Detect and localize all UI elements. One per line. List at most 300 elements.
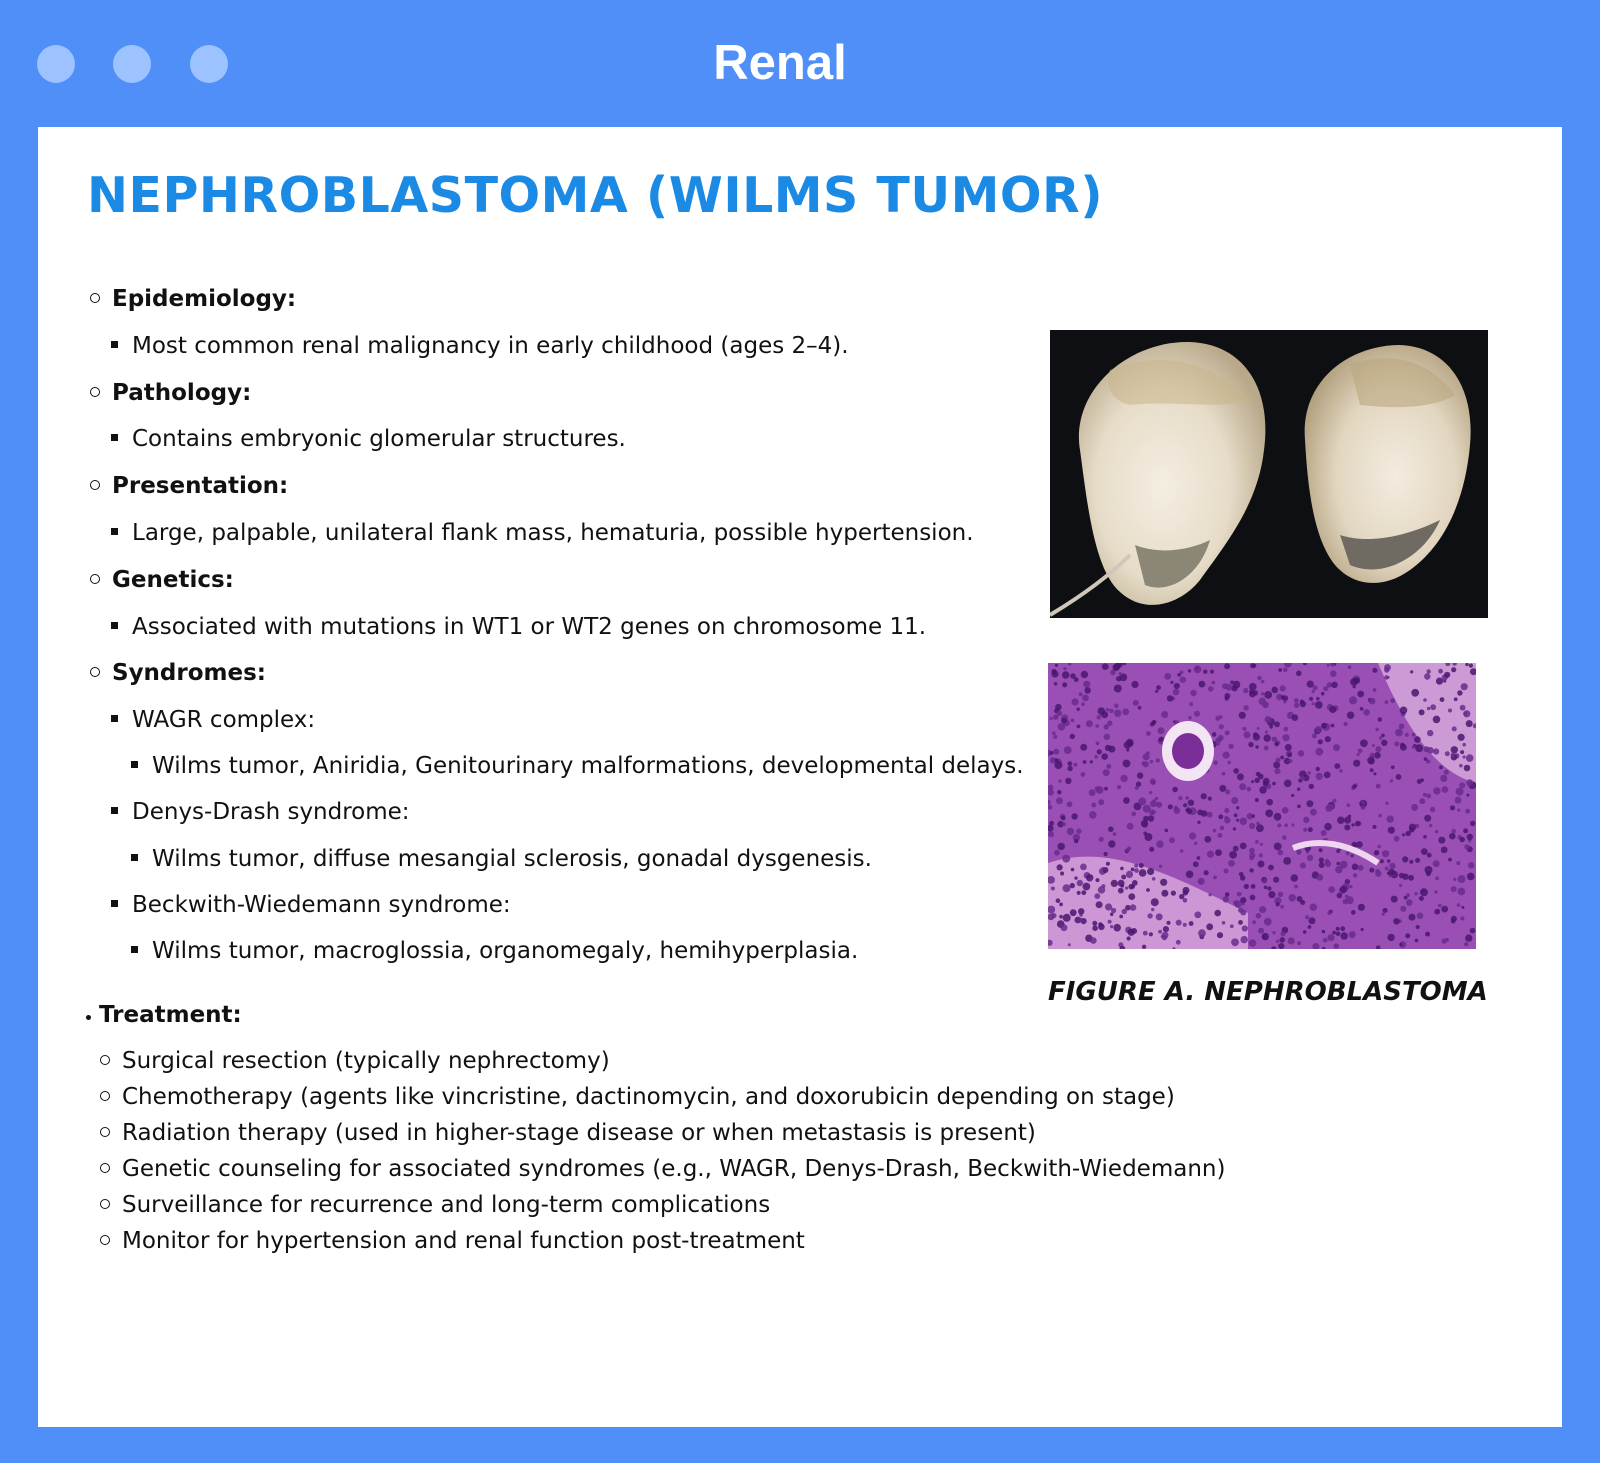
- cell-nucleus: [1146, 888, 1150, 892]
- cell-nucleus: [1313, 685, 1318, 690]
- cell-nucleus: [1081, 772, 1086, 777]
- cell-nucleus: [1234, 900, 1241, 907]
- cell-nucleus: [1353, 873, 1357, 877]
- cell-nucleus: [1173, 689, 1180, 696]
- cell-nucleus: [1355, 821, 1361, 827]
- cell-nucleus: [1273, 877, 1279, 883]
- cell-nucleus: [1427, 707, 1430, 710]
- cell-nucleus: [1155, 690, 1158, 693]
- cell-nucleus: [1231, 797, 1238, 804]
- cell-nucleus: [1433, 787, 1440, 794]
- cell-nucleus: [1243, 688, 1248, 693]
- cell-nucleus: [1108, 826, 1114, 832]
- cell-nucleus: [1448, 858, 1452, 862]
- cell-nucleus: [1451, 886, 1457, 892]
- cell-nucleus: [1288, 937, 1295, 944]
- cell-nucleus: [1224, 869, 1229, 874]
- cell-nucleus: [1459, 782, 1465, 788]
- cell-nucleus: [1156, 913, 1163, 920]
- cell-nucleus: [1332, 799, 1336, 803]
- cell-nucleus: [1138, 797, 1146, 805]
- list-item: [100, 1154, 1225, 1184]
- cell-nucleus: [1071, 868, 1075, 872]
- cell-nucleus: [1240, 875, 1245, 880]
- cell-nucleus: [1237, 773, 1244, 780]
- cell-nucleus: [1429, 824, 1432, 827]
- cell-nucleus: [1409, 860, 1413, 864]
- cell-nucleus: [1062, 855, 1070, 863]
- hollow-circle-bullet-icon: [100, 1055, 110, 1065]
- cell-nucleus: [1451, 753, 1455, 757]
- cell-nucleus: [1394, 741, 1399, 746]
- cell-nucleus: [1360, 739, 1368, 747]
- cell-nucleus: [1218, 814, 1223, 819]
- cell-nucleus: [1052, 731, 1056, 735]
- cell-nucleus: [1238, 908, 1243, 913]
- cell-nucleus: [1070, 909, 1077, 916]
- cell-nucleus: [1094, 755, 1098, 759]
- cell-nucleus: [1361, 800, 1365, 804]
- cell-nucleus: [1255, 745, 1258, 748]
- cell-nucleus: [1280, 905, 1284, 909]
- cell-nucleus: [1161, 890, 1168, 897]
- cell-nucleus: [1279, 937, 1285, 943]
- square-bullet-icon: [131, 761, 138, 768]
- cell-nucleus: [1424, 757, 1428, 761]
- cell-nucleus: [1147, 868, 1154, 875]
- hollow-circle-bullet-icon: [90, 667, 100, 677]
- cell-nucleus: [1063, 667, 1066, 670]
- cell-nucleus: [1347, 712, 1354, 719]
- cell-nucleus: [1168, 804, 1173, 809]
- cell-nucleus: [1051, 887, 1055, 891]
- cell-nucleus: [1086, 720, 1093, 727]
- cell-nucleus: [1297, 805, 1301, 809]
- cell-nucleus: [1333, 744, 1340, 751]
- cell-nucleus: [1415, 744, 1423, 752]
- cell-nucleus: [1423, 793, 1427, 797]
- cell-nucleus: [1315, 726, 1322, 733]
- cell-nucleus: [1455, 797, 1462, 804]
- cell-nucleus: [1327, 911, 1331, 915]
- cell-nucleus: [1328, 804, 1332, 808]
- cell-nucleus: [1105, 903, 1112, 910]
- cell-nucleus: [1265, 730, 1268, 733]
- cell-nucleus: [1434, 909, 1440, 915]
- cell-nucleus: [1061, 718, 1067, 724]
- cell-nucleus: [1057, 790, 1061, 794]
- cell-nucleus: [1385, 867, 1389, 871]
- cell-nucleus: [1177, 673, 1181, 677]
- cell-nucleus: [1171, 891, 1176, 896]
- cell-nucleus: [1083, 760, 1087, 764]
- cell-nucleus: [1224, 816, 1228, 820]
- cell-nucleus: [1071, 719, 1075, 723]
- cell-nucleus: [1297, 788, 1300, 791]
- cell-nucleus: [1309, 784, 1314, 789]
- cell-nucleus: [1430, 704, 1436, 710]
- cell-nucleus: [1420, 888, 1428, 896]
- cell-nucleus: [1444, 770, 1449, 775]
- cell-nucleus: [1287, 753, 1292, 758]
- cell-nucleus: [1409, 824, 1416, 831]
- cell-nucleus: [1243, 705, 1248, 710]
- cell-nucleus: [1148, 815, 1154, 821]
- cell-nucleus: [1183, 803, 1187, 807]
- cell-nucleus: [1058, 779, 1061, 782]
- cell-nucleus: [1120, 775, 1127, 782]
- cell-nucleus: [1321, 723, 1327, 729]
- cell-nucleus: [1231, 938, 1239, 946]
- cell-nucleus: [1288, 894, 1296, 902]
- cell-nucleus: [1276, 758, 1281, 763]
- cell-nucleus: [1285, 744, 1292, 751]
- section-label: Presentation:: [112, 473, 289, 499]
- cell-nucleus: [1425, 866, 1433, 874]
- cell-nucleus: [1255, 798, 1259, 802]
- cell-nucleus: [1114, 663, 1121, 670]
- cell-nucleus: [1433, 748, 1439, 754]
- cell-nucleus: [1098, 922, 1102, 926]
- cell-nucleus: [1139, 869, 1147, 877]
- cell-nucleus: [1102, 663, 1109, 670]
- cell-nucleus: [1297, 896, 1303, 902]
- cell-nucleus: [1294, 703, 1299, 708]
- cell-nucleus: [1089, 789, 1096, 796]
- cell-nucleus: [1256, 824, 1264, 832]
- cell-nucleus: [1308, 925, 1312, 929]
- cell-nucleus: [1067, 801, 1073, 807]
- cell-nucleus: [1134, 868, 1139, 873]
- cell-nucleus: [1381, 734, 1385, 738]
- cell-nucleus: [1215, 849, 1222, 856]
- cell-nucleus: [1067, 761, 1072, 766]
- cell-nucleus: [1411, 804, 1418, 811]
- list-item: [100, 1082, 1175, 1112]
- cell-nucleus: [1077, 891, 1081, 895]
- cell-nucleus: [1127, 741, 1133, 747]
- cell-nucleus: [1435, 877, 1439, 881]
- cell-nucleus: [1339, 769, 1343, 773]
- cell-nucleus: [1344, 817, 1351, 824]
- histology-illustration: [1048, 663, 1476, 949]
- cell-nucleus: [1067, 828, 1074, 835]
- cell-nucleus: [1193, 861, 1199, 867]
- cell-nucleus: [1300, 776, 1305, 781]
- cell-nucleus: [1064, 746, 1072, 754]
- cell-nucleus: [1264, 734, 1271, 741]
- cell-nucleus: [1344, 825, 1350, 831]
- cell-nucleus: [1402, 874, 1408, 880]
- cell-nucleus: [1402, 833, 1405, 836]
- cell-nucleus: [1256, 913, 1262, 919]
- cell-nucleus: [1151, 721, 1156, 726]
- list-item: [111, 424, 626, 454]
- cell-nucleus: [1176, 940, 1181, 945]
- cell-nucleus: [1341, 932, 1348, 939]
- cell-nucleus: [1051, 670, 1058, 677]
- cell-nucleus: [1114, 704, 1119, 709]
- cell-nucleus: [1321, 692, 1325, 696]
- cell-nucleus: [1356, 841, 1363, 848]
- cell-nucleus: [1350, 885, 1353, 888]
- cell-nucleus: [1340, 861, 1348, 869]
- cell-nucleus: [1263, 781, 1268, 786]
- cell-nucleus: [1387, 815, 1394, 822]
- cell-nucleus: [1106, 708, 1110, 712]
- cell-nucleus: [1213, 829, 1217, 833]
- cell-nucleus: [1156, 758, 1160, 762]
- cell-nucleus: [1189, 921, 1194, 926]
- cell-nucleus: [1316, 773, 1323, 780]
- cell-nucleus: [1361, 928, 1364, 931]
- cell-nucleus: [1119, 672, 1122, 675]
- cell-nucleus: [1358, 865, 1364, 871]
- cell-nucleus: [1163, 926, 1169, 932]
- cell-nucleus: [1095, 724, 1099, 728]
- cell-nucleus: [1272, 931, 1275, 934]
- cell-nucleus: [1278, 943, 1284, 949]
- cell-nucleus: [1127, 823, 1134, 830]
- cell-nucleus: [1264, 746, 1269, 751]
- cell-nucleus: [1213, 760, 1218, 765]
- hollow-circle-bullet-icon: [90, 480, 100, 490]
- cell-nucleus: [1451, 829, 1456, 834]
- cell-nucleus: [1060, 872, 1064, 876]
- cell-nucleus: [1116, 676, 1121, 681]
- cell-nucleus: [1291, 874, 1299, 882]
- cell-nucleus: [1340, 926, 1345, 931]
- cell-nucleus: [1444, 672, 1450, 678]
- cell-nucleus: [1103, 769, 1110, 776]
- cell-nucleus: [1325, 859, 1330, 864]
- cell-nucleus: [1063, 884, 1071, 892]
- cell-nucleus: [1189, 702, 1193, 706]
- cell-nucleus: [1440, 697, 1445, 702]
- cell-nucleus: [1283, 857, 1291, 865]
- list-item-text: Surgical resection (typically nephrectomy): [122, 1048, 610, 1074]
- cell-nucleus: [1458, 734, 1465, 741]
- cell-nucleus: [1385, 802, 1388, 805]
- cell-nucleus: [1419, 896, 1424, 901]
- cell-nucleus: [1389, 863, 1395, 869]
- cell-nucleus: [1172, 787, 1178, 793]
- cell-nucleus: [1234, 813, 1238, 817]
- cell-nucleus: [1079, 692, 1083, 696]
- cell-nucleus: [1204, 836, 1211, 843]
- cell-nucleus: [1464, 765, 1471, 772]
- cell-nucleus: [1412, 733, 1416, 737]
- cell-nucleus: [1358, 904, 1365, 911]
- cell-nucleus: [1454, 697, 1458, 701]
- cell-nucleus: [1194, 911, 1201, 918]
- cell-nucleus: [1107, 721, 1112, 726]
- cell-nucleus: [1160, 879, 1167, 886]
- cell-nucleus: [1445, 751, 1450, 756]
- cell-nucleus: [1067, 766, 1072, 771]
- cell-nucleus: [1349, 696, 1357, 704]
- cell-nucleus: [1259, 906, 1266, 913]
- cell-nucleus: [1373, 688, 1377, 692]
- list-item: [111, 518, 974, 548]
- cell-nucleus: [1406, 899, 1413, 906]
- hollow-circle-bullet-icon: [100, 1235, 110, 1245]
- cell-nucleus: [1220, 826, 1225, 831]
- cell-nucleus: [1072, 698, 1079, 705]
- cell-nucleus: [1277, 823, 1281, 827]
- cell-nucleus: [1410, 670, 1413, 673]
- cell-nucleus: [1150, 778, 1156, 784]
- cell-nucleus: [1284, 823, 1288, 827]
- cell-nucleus: [1117, 785, 1121, 789]
- cell-nucleus: [1131, 868, 1135, 872]
- section-epidemiology: [90, 284, 296, 314]
- cell-nucleus: [1073, 763, 1077, 767]
- cell-nucleus: [1185, 796, 1189, 800]
- cell-nucleus: [1126, 871, 1133, 878]
- list-item: [131, 751, 1024, 781]
- square-bullet-icon: [111, 622, 118, 629]
- cell-nucleus: [1263, 879, 1267, 883]
- cell-nucleus: [1188, 669, 1191, 672]
- cell-nucleus: [1451, 667, 1456, 672]
- cell-nucleus: [1219, 724, 1224, 729]
- cell-nucleus: [1438, 904, 1442, 908]
- cell-nucleus: [1048, 831, 1054, 837]
- cell-nucleus: [1272, 782, 1276, 786]
- cell-nucleus: [1143, 805, 1151, 813]
- cell-nucleus: [1126, 748, 1129, 751]
- cell-nucleus: [1054, 850, 1060, 856]
- list-item: [111, 331, 849, 361]
- cell-nucleus: [1375, 728, 1379, 732]
- cell-nucleus: [1194, 711, 1200, 717]
- cell-nucleus: [1090, 760, 1093, 763]
- cell-nucleus: [1451, 746, 1458, 753]
- cell-nucleus: [1162, 932, 1169, 939]
- cell-nucleus: [1082, 695, 1089, 702]
- cell-nucleus: [1114, 685, 1122, 693]
- cell-nucleus: [1375, 869, 1379, 873]
- cell-nucleus: [1158, 727, 1165, 734]
- cell-nucleus: [1373, 772, 1376, 775]
- cell-nucleus: [1460, 916, 1464, 920]
- figure-caption: FIGURE A. NEPHROBLASTOMA: [1048, 977, 1488, 1007]
- section-label: Genetics:: [112, 567, 234, 593]
- cell-nucleus: [1142, 945, 1146, 949]
- disc-bullet-icon: [86, 1015, 91, 1020]
- cell-nucleus: [1209, 893, 1212, 896]
- list-item-text: Surveillance for recurrence and long-term complications: [122, 1192, 771, 1218]
- cell-nucleus: [1404, 896, 1408, 900]
- cell-nucleus: [1465, 934, 1472, 941]
- cell-nucleus: [1176, 920, 1182, 926]
- cell-nucleus: [1189, 832, 1196, 839]
- cell-nucleus: [1423, 698, 1427, 702]
- cell-nucleus: [1151, 898, 1159, 906]
- list-item: [111, 612, 926, 642]
- cell-nucleus: [1239, 712, 1246, 719]
- cell-nucleus: [1106, 862, 1110, 866]
- cell-nucleus: [1226, 684, 1233, 691]
- cell-nucleus: [1183, 898, 1188, 903]
- list-item-text: Most common renal malignancy in early childhood (ages 2–4).: [132, 333, 849, 359]
- cell-nucleus: [1150, 800, 1157, 807]
- cell-nucleus: [1169, 837, 1175, 843]
- cell-nucleus: [1217, 833, 1222, 838]
- cell-nucleus: [1450, 805, 1455, 810]
- cell-nucleus: [1092, 921, 1097, 926]
- cell-nucleus: [1180, 849, 1184, 853]
- cell-nucleus: [1217, 932, 1223, 938]
- cell-nucleus: [1122, 708, 1129, 715]
- cell-nucleus: [1123, 797, 1130, 804]
- cell-nucleus: [1393, 918, 1399, 924]
- cell-nucleus: [1453, 878, 1456, 881]
- cell-nucleus: [1065, 778, 1071, 784]
- cell-nucleus: [1354, 677, 1360, 683]
- cell-nucleus: [1091, 803, 1096, 808]
- cell-nucleus: [1399, 724, 1405, 730]
- cell-nucleus: [1417, 913, 1424, 920]
- cell-nucleus: [1050, 717, 1053, 720]
- cell-nucleus: [1127, 936, 1131, 940]
- cell-nucleus: [1233, 846, 1239, 852]
- cell-nucleus: [1170, 681, 1173, 684]
- cell-nucleus: [1076, 829, 1081, 834]
- cell-nucleus: [1266, 799, 1273, 806]
- cell-nucleus: [1262, 933, 1269, 940]
- cell-nucleus: [1351, 823, 1354, 826]
- cell-nucleus: [1264, 691, 1272, 699]
- cell-nucleus: [1139, 863, 1144, 868]
- cell-nucleus: [1246, 787, 1251, 792]
- cell-nucleus: [1372, 744, 1375, 747]
- cell-nucleus: [1316, 874, 1323, 881]
- cell-nucleus: [1167, 695, 1173, 701]
- cell-nucleus: [1120, 884, 1124, 888]
- cell-nucleus: [1382, 913, 1385, 916]
- cell-nucleus: [1388, 869, 1395, 876]
- cell-nucleus: [1240, 843, 1247, 850]
- cell-nucleus: [1425, 932, 1430, 937]
- cell-nucleus: [1282, 734, 1289, 741]
- cell-nucleus: [1055, 664, 1058, 667]
- cell-nucleus: [1297, 941, 1301, 945]
- cell-nucleus: [1296, 849, 1301, 854]
- cell-nucleus: [1376, 784, 1381, 789]
- cell-nucleus: [1458, 888, 1466, 896]
- cell-nucleus: [1089, 811, 1097, 819]
- cell-nucleus: [1340, 886, 1347, 893]
- list-item-text: Wilms tumor, diffuse mesangial sclerosis, gonadal dysgenesis.: [152, 846, 872, 872]
- cell-nucleus: [1098, 799, 1104, 805]
- cell-nucleus: [1261, 692, 1264, 695]
- cell-nucleus: [1419, 798, 1425, 804]
- cell-nucleus: [1265, 716, 1272, 723]
- cell-nucleus: [1161, 711, 1168, 718]
- cell-nucleus: [1113, 924, 1121, 932]
- cell-nucleus: [1348, 665, 1352, 669]
- cell-nucleus: [1390, 779, 1393, 782]
- cell-nucleus: [1143, 753, 1150, 760]
- cell-nucleus: [1057, 711, 1063, 717]
- cell-nucleus: [1151, 810, 1155, 814]
- square-bullet-icon: [111, 434, 118, 441]
- list-item-text: Large, palpable, unilateral flank mass, hematuria, possible hypertension.: [132, 520, 974, 546]
- cell-nucleus: [1280, 756, 1284, 760]
- gross-specimen-photo: [1050, 330, 1488, 618]
